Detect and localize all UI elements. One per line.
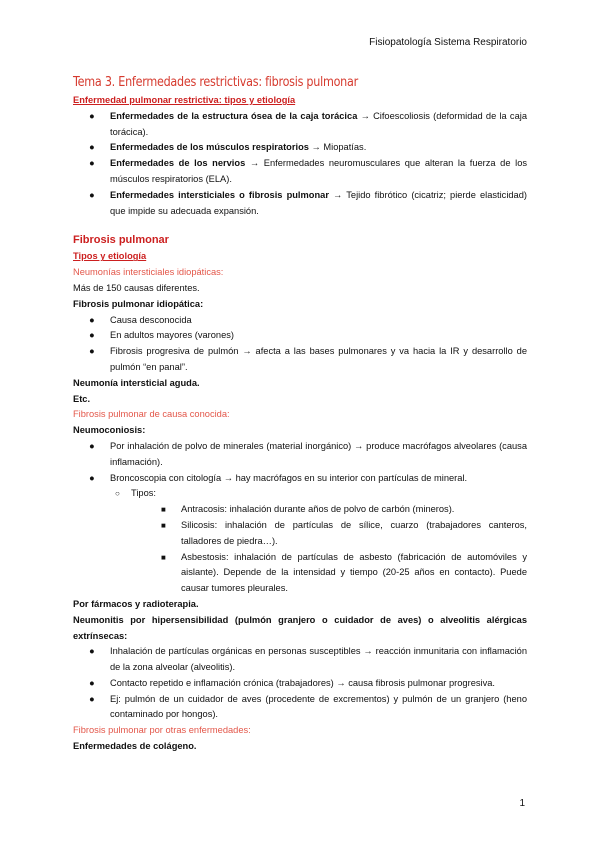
circle-bullet-icon: ○ <box>115 489 120 499</box>
tipos-subheading: Tipos y etiología <box>73 251 147 262</box>
list-item: ● En adultos mayores (varones) <box>73 328 527 344</box>
neumonias-idiopaticas-heading: Neumonías intersticiales idiopáticas: <box>73 267 224 278</box>
list-item: ■ Silicosis: inhalación de partículas de sílice, cuarzo (trabajadores canteros, talladores de piedra…). <box>161 519 527 546</box>
list-item: ● Enfermedades intersticiales o fibrosis pulmonar → Tejido fibrótico (cicatriz; pierde elasticidad) que impide su adecuada expansión. <box>89 189 527 216</box>
bullet-icon: ● <box>89 646 95 657</box>
bullet-icon: ● <box>89 142 95 153</box>
neumonia-aguda: Neumonía intersticial aguda. <box>73 377 200 388</box>
intro-subheading: Enfermedad pulmonar restrictiva: tipos y etiología <box>73 95 296 105</box>
list-item: ● Fibrosis progresiva de pulmón → afecta a las bases pulmonares y va hacia la IR y desarrollo de pulmón “en panal”. <box>89 346 527 372</box>
list-item: ● Ej: pulmón de un cuidador de aves (procedente de excrementos) y pulmón de un granjero (heno contaminado por hongos). <box>89 693 527 720</box>
document-title: Tema 3. Enfermedades restrictivas: fibrosis pulmonar <box>73 75 358 90</box>
square-bullet-icon: ■ <box>161 520 166 530</box>
bullet-icon: ● <box>89 677 95 688</box>
list-item: ● Enfermedades de los músculos respiratorios → Miopatías. <box>73 140 527 156</box>
list-item: ■ Asbestosis: inhalación de partículas de asbesto (fabricación de automóviles y aislante). Depende de la intensidad y tiempo (20-25 años en contacto). Puede causar tumores pleurales. <box>161 551 527 594</box>
page-header: Fisiopatología Sistema Respiratorio <box>369 37 527 48</box>
page-number: 1 <box>519 798 525 809</box>
hipersensibilidad-list <box>73 644 527 723</box>
etc-label: Etc. <box>73 393 91 404</box>
farmacos-heading: Por fármacos y radioterapia. <box>73 598 199 609</box>
otras-enfermedades-heading: Fibrosis pulmonar por otras enfermedades: <box>73 725 251 736</box>
square-bullet-icon: ■ <box>161 552 166 562</box>
section-heading-fibrosis: Fibrosis pulmonar <box>73 234 169 247</box>
colageno-heading: Enfermedades de colágeno. <box>73 741 197 752</box>
bullet-icon: ● <box>89 346 95 357</box>
list-item: ○ Tipos: <box>73 486 527 502</box>
bullet-icon: ● <box>89 189 95 200</box>
list-item: ● Inhalación de partículas orgánicas en personas susceptibles → reacción inmunitaria con inflamación de la zona alveolar (alveolitis). <box>89 646 527 673</box>
list-item: ■ Antracosis: inhalación durante años de polvo de carbón (mineros). <box>73 502 527 518</box>
list-item: ● Por inhalación de polvo de minerales (material inorgánico) → produce macrófagos alveolares (causa inflamación). <box>89 440 527 467</box>
neumoconiosis-heading: Neumoconiosis: <box>73 425 146 436</box>
bullet-icon: ● <box>89 330 95 341</box>
bullet-icon: ● <box>89 158 95 169</box>
bullet-icon: ● <box>89 693 95 704</box>
square-bullet-icon: ■ <box>161 505 166 515</box>
fpi-list <box>73 313 527 376</box>
fpi-heading: Fibrosis pulmonar idiopática: <box>73 298 204 309</box>
hipersensibilidad-heading: Neumonitis por hipersensibilidad (pulmón granjero o cuidador de aves) o alveolitis alérgicas extrínsecas: <box>73 614 527 641</box>
bullet-icon: ● <box>89 440 95 451</box>
bullet-icon: ● <box>89 110 95 121</box>
list-item: ● Causa desconocida <box>73 313 527 329</box>
neumoconiosis-list <box>73 439 527 597</box>
document-body <box>73 74 527 755</box>
bullet-icon: ● <box>89 314 95 325</box>
bullet-icon: ● <box>89 472 95 483</box>
intro-list <box>73 109 527 220</box>
list-item: ● Contacto repetido e inflamación crónica (trabajadores) → causa fibrosis pulmonar progresiva. <box>73 676 527 692</box>
list-item: ● Enfermedades de la estructura ósea de la caja torácica → Cifoescoliosis (deformidad de la caja torácica). <box>89 110 527 137</box>
causa-conocida-heading: Fibrosis pulmonar de causa conocida: <box>73 409 230 420</box>
causes-note: Más de 150 causas diferentes. <box>73 282 200 293</box>
list-item: ● Broncoscopia con citología → hay macrófagos en su interior con partículas de mineral. <box>73 471 527 487</box>
list-item: ● Enfermedades de los nervios → Enfermedades neuromusculares que alteran la fuerza de los músculos respiratorios (ELA). <box>89 158 528 184</box>
